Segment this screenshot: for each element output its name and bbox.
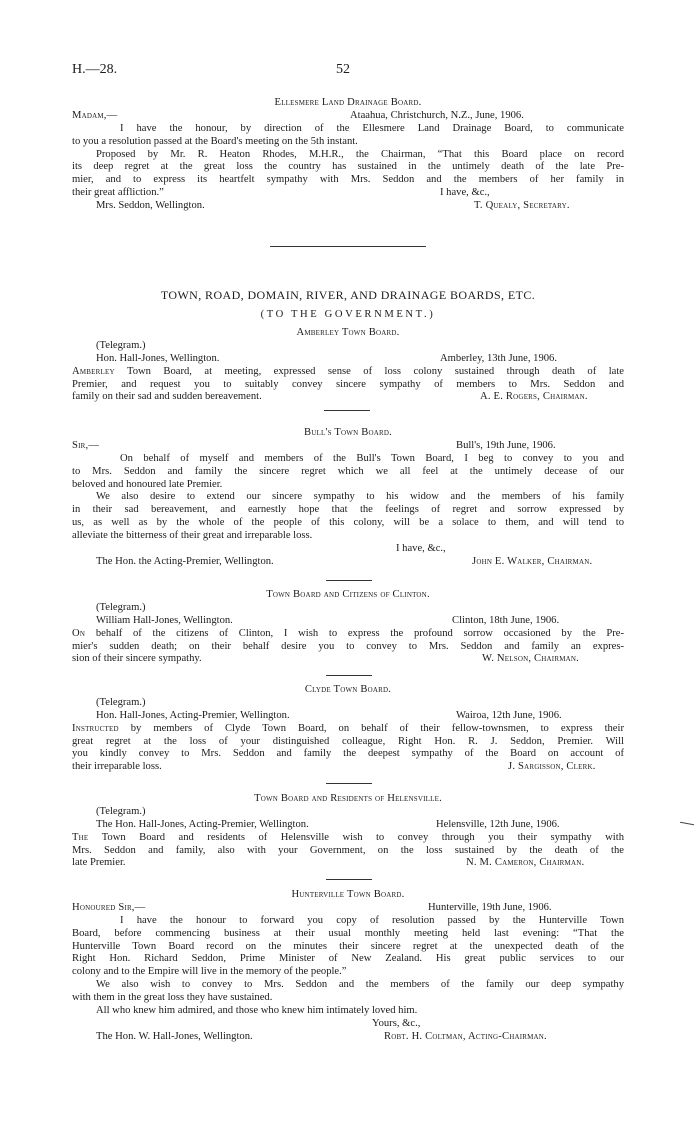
- addressee: The Hon. the Acting-Premier, Wellington.: [96, 555, 274, 567]
- addressee: The Hon. Hall-Jones, Acting-Premier, Wellington.: [96, 818, 309, 830]
- place-date: Bull's, 19th June, 1906.: [456, 439, 556, 451]
- place-date: Amberley, 13th June, 1906.: [440, 352, 558, 364]
- body-line: I have the honour, by direction of the Ellesmere Land Drainage Board, to communicate: [120, 122, 624, 134]
- telegram-label: (Telegram.): [96, 601, 146, 613]
- salutation: Madam,—: [72, 109, 118, 121]
- report-series-label: H.—28.: [72, 62, 118, 77]
- letter-divider: [324, 410, 370, 411]
- section-divider: [270, 246, 426, 247]
- addressee: Mrs. Seddon, Wellington.: [96, 200, 205, 212]
- body-line: We also wish to convey to Mrs. Seddon and the members of the family our deep sympathy: [96, 979, 624, 991]
- letter-divider: [326, 879, 372, 880]
- signature: W. Nelson, Chairman.: [482, 653, 579, 665]
- signature: A. E. Rogers, Chairman.: [480, 391, 588, 403]
- body-line: Proposed by Mr. R. Heaton Rhodes, M.H.R., the Chairman, “That this Board place on record: [96, 148, 624, 160]
- body-line: by members of Clyde Town Board, on behalf of their fellow-townsmen, to express their: [118, 722, 624, 734]
- letter-title: Hunterville Town Board.: [291, 889, 405, 900]
- margin-mark: [680, 822, 694, 825]
- place-date: Ataahua, Christchurch, N.Z., June, 1906.: [350, 109, 524, 121]
- place-date: Wairoa, 12th June, 1906.: [456, 709, 562, 721]
- body-line: mier's sudden death; on their behalf desire you to convey to Mrs. Seddon and family an expres-: [72, 640, 624, 652]
- body-line: you kindly convey to Mrs. Seddon and family the deepest sympathy of the Board on account of: [72, 748, 624, 760]
- place-date: Hunterville, 19th June, 1906.: [428, 901, 552, 913]
- body-line: late Premier.: [72, 857, 126, 869]
- body-line: its deep regret at the great loss the country has sustained in the untimely death of the late Pre-: [72, 161, 624, 173]
- body-line: Right Hon. Richard Seddon, Prime Minister of New Zealand. His great public services to our: [72, 953, 624, 965]
- telegram-label: (Telegram.): [96, 805, 146, 817]
- telegram-label: (Telegram.): [96, 339, 146, 351]
- addressee: Hon. Hall-Jones, Acting-Premier, Wellington.: [96, 709, 290, 721]
- letter-helensville: [72, 793, 624, 870]
- letter-clyde: [72, 684, 624, 774]
- body-line: I have the honour to forward you copy of resolution passed by the Hunterville Town: [120, 914, 624, 926]
- letter-title: Town Board and Citizens of Clinton.: [266, 589, 430, 600]
- letter-hunterville: [72, 889, 624, 1044]
- letter-divider: [326, 675, 372, 676]
- body-line: sion of their sincere sympathy.: [72, 653, 202, 665]
- body-line: Mrs. Seddon and family, also with your Government, on the loss sustained by the death of the: [72, 844, 624, 856]
- body-line: us, as well as by the whole of the people of this colony, will be a solace to them, and will tend to: [72, 517, 624, 529]
- addressee: William Hall-Jones, Wellington.: [96, 614, 233, 626]
- letter-divider: [326, 783, 372, 784]
- signature: Robt. H. Coltman, Acting-Chairman.: [384, 1030, 547, 1042]
- body-line: their irreparable loss.: [72, 761, 162, 773]
- body-line: with them in the great loss they have sustained.: [72, 992, 273, 1004]
- body-line: mier, and to express its heartfelt sympathy with Mrs. Seddon and the members of her family in: [72, 174, 624, 186]
- letter-title: Amberley Town Board.: [296, 327, 400, 338]
- lead-word: Amberley: [72, 365, 115, 377]
- letter-ellesmere: [72, 97, 624, 213]
- salutation: Honoured Sir,—: [72, 901, 146, 913]
- body-line: Town Board and residents of Helensville wish to convey through you their sympathy with: [88, 831, 624, 843]
- body-line: We also desire to extend our sincere sympathy to his widow and the members of his family: [96, 491, 624, 503]
- telegram-label: (Telegram.): [96, 696, 146, 708]
- addressee: The Hon. W. Hall-Jones, Wellington.: [96, 1030, 253, 1042]
- body-line: family on their sad and sudden bereavement.: [72, 391, 262, 403]
- body-line: On behalf of myself and members of the Bull's Town Board, I beg to convey to you and: [120, 452, 624, 464]
- signature: J. Sargisson, Clerk.: [508, 761, 596, 773]
- closing: I have, &c.,: [440, 187, 490, 199]
- letter-title: Ellesmere Land Drainage Board.: [274, 97, 422, 108]
- body-line: alleviate the bitterness of their great and irreparable loss.: [72, 530, 313, 542]
- body-line: in their sad bereavement, and earnestly hope that the feelings of regret and sorrow expressed by: [72, 504, 624, 516]
- body-line: Premier, and request you to suitably convey sincere sympathy of members to Mrs. Seddon and: [72, 378, 624, 390]
- page-number: 52: [336, 62, 350, 77]
- place-date: Clinton, 18th June, 1906.: [452, 614, 560, 626]
- body-line: Board, before commencing business at their usual monthly meeting held last evening: “That the: [72, 927, 624, 939]
- signature: T. Quealy, Secretary.: [474, 200, 570, 212]
- letter-title: Clyde Town Board.: [304, 684, 392, 695]
- body-line: Hunterville Town Board record on the minutes their sincere regret at the unexpected death of the: [72, 940, 624, 952]
- lead-word: Instructed: [72, 722, 119, 734]
- letter-divider: [326, 580, 372, 581]
- letter-title: Town Board and Residents of Helensville.: [254, 793, 442, 804]
- section-heading: TOWN, ROAD, DOMAIN, RIVER, AND DRAINAGE BOARDS, ETC.: [160, 288, 536, 302]
- lead-word: On: [72, 627, 86, 639]
- letter-clinton: [72, 589, 624, 666]
- body-line: Town Board, at meeting, expressed sense of loss colony sustained through death of late: [114, 365, 624, 377]
- addressee: Hon. Hall-Jones, Wellington.: [96, 352, 220, 364]
- section-subheading: (TO THE GOVERNMENT.): [260, 309, 436, 320]
- body-line: their great affliction.”: [72, 187, 164, 199]
- body-line: to you a resolution passed at the Board's meeting on the 5th instant.: [72, 135, 358, 147]
- lead-word: The: [72, 831, 89, 843]
- letter-title: Bull's Town Board.: [304, 427, 392, 438]
- body-line: great regret at the loss of your distinguished colleague, Right Hon. R. J. Seddon, Premier. Will: [72, 735, 624, 747]
- body-line: beloved and honoured late Premier.: [72, 478, 223, 490]
- letter-bulls: [72, 427, 624, 569]
- signature: N. M. Cameron, Chairman.: [466, 857, 585, 869]
- body-line: colony and to the Empire will live in the memory of the people.”: [72, 966, 347, 978]
- closing: I have, &c.,: [396, 543, 446, 555]
- body-line: All who knew him admired, and those who knew him intimately loved him.: [96, 1005, 418, 1017]
- place-date: Helensville, 12th June, 1906.: [436, 818, 560, 830]
- salutation: Sir,—: [72, 439, 100, 451]
- signature: John E. Walker, Chairman.: [472, 555, 593, 567]
- body-line: to Mrs. Seddon and family the sincere regret which we all feel at the untimely decease of our: [72, 465, 624, 477]
- letter-amberley: [72, 327, 624, 404]
- body-line: behalf of the citizens of Clinton, I wish to express the profound sorrow occasioned by the Pre-: [85, 627, 624, 639]
- closing: Yours, &c.,: [372, 1017, 421, 1029]
